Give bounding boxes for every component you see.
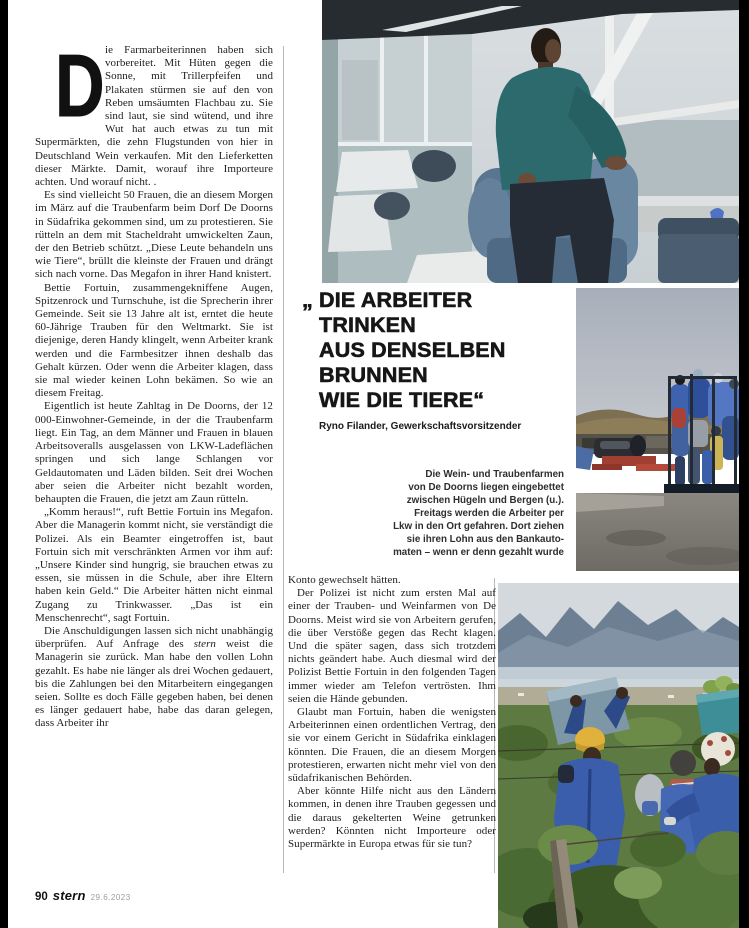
caption-line: Freitags werden die Arbeiter per [414,508,564,519]
body-paragraph: Eigentlich ist heute Zahltag in De Doorns, der 12 000-Einwohner-Gemeinde, in der die Traubenfarm liegt. Ein Tag, an dem Männer und Frauen in blauen Arbeitsoveralls ausgelassen von LKW-Ladeflächen springen und sich lange Schlangen vor Geldautomaten und Läden bilden. Seit drei Wochen aber seien die Arbeiter nicht bezahlt worden, behaupten die Frauen, die jetzt am Zaun rütteln. [35,400,273,505]
body-paragraph: Die Anschuldigungen lassen sich nicht unabhängig überprüfen. Auf Anfrage des stern weist die Managerin sie zurück. Man habe den vollen Lohn gezahlt. Es habe nie länger als drei Wochen gedauert, bis die Zahlungen bei den Mitarbeitern eingegangen seien. Sollte es doch Fälle gegeben haben, bei denen es länger gedauert habe, habe das daran gelegen, dass Arbeiter ihr [35,624,273,730]
body-paragraph: Der Polizei ist nicht zum ersten Mal auf einer der Trauben- und Weinfarmen von De Doorns. Meist wird sie von Arbeitern gerufen, die über Verstöße gegen das Recht klagen. Und die später sagen, dass sich trotzdem nichts geändert habe. Auch diesmal wird der Polizist Bettie Fortuin in den folgenden Tagen immer wieder am Telefon vertrösten. Ihm seien die Hände gebunden. [288,587,496,705]
caption-line: zwischen Hügeln und Bergen (u.). [406,495,564,506]
pull-quote-lines [302,288,564,413]
pull-quote-line: BRUNNEN [319,363,428,387]
column-rule-left [283,46,284,873]
portrait-illustration [322,0,739,283]
body-paragraph: Aber könnte Hilfe nicht aus den Ländern kommen, in denen ihre Trauben gegessen und die daraus gekelterten Weine getrunken werden? Könnten nicht Importeure oder Supermärkte in Europa etwas für sie tun? [288,785,496,851]
photo-caption [288,468,564,559]
body-paragraph: Konto gewechselt hätten. [288,574,401,586]
truck-illustration [576,288,739,571]
footer-magazine-logo: stern [52,888,86,903]
body-paragraph: ie Farmarbeiterinnen haben sich vorbereitet. Mit Hüten gegen die Sonne, mit Trillerpfeifen und Plakaten stürmen sie auf den von Reben umsäumten Flachbau zu. Sie sind laut, sie sind wütend, und ihre Wut hat auch etwas zu tun mit Supermärkten, die zehn Flugstunden von hier in Deutschland Wein verkaufen. Mit den Lieferketten dieser Märkte. Damit, worauf ihre Importeure achten. Und worauf nicht. . [35,44,273,189]
drop-cap: D [55,36,105,135]
body-paragraph: Glaubt man Fortuin, haben die wenigsten Arbeiterinnen einen ordentlichen Vertrag, den sie vor einem Gericht in Südafrika einklagen könnten. Die Frauen, die an diesem Morgen protestieren, erwarten nicht mehr viel von den südafrikanischen Behörden. [288,706,496,785]
photo-ryno-filander-portrait [322,0,739,283]
pull-quote-line: AUS DENSELBEN [319,338,506,362]
pull-quote-line: DIE ARBEITER [319,288,473,312]
article-column-2 [288,574,496,851]
page-footer [35,888,131,903]
body-paragraph: Es sind vielleicht 50 Frauen, die an diesem Morgen im März auf die Traubenfarm beim Dorf De Doorns in Südafrika gekommen sind, um zu protestieren. Sie rütteln an dem mit Stacheldraht umwickelten Zaun, der den Betrieb schützt. „Diese Leute behandeln uns wie Tiere“, brüllt die kleinste der Frauen und drängt sich nach vorne. Das Megafon in ihrer Hand knistert. [35,189,273,281]
pull-quote-line: TRINKEN [319,313,416,337]
pull-quote-line: WIE DIE TIERE“ [319,388,485,412]
magazine-page [8,0,739,928]
body-paragraph: „Komm heraus!“, ruft Bettie Fortuin ins Megafon. Aber die Managerin kommt nicht, sie verständigt die Polizei. Als ein Beamter eingetroffen ist, baut Fortuin sich mit verschränkten Armen vor ihm auf: „Unsere Kinder sind hungrig, sie brauchen etwas zu essen, sie müssen in die Schule, aber ihre Eltern haben kein Geld.“ Die Arbeiter hätten nicht einmal Zugang zu Trinkwasser. „Das ist ein Menschenrecht“, sagt Fortuin. [35,506,273,624]
caption-line: Die Wein- und Traubenfarmen [425,469,564,480]
photo-vineyard-workers [498,583,739,928]
photo-workers-truck-loading [576,288,739,571]
body-paragraph: Bettie Fortuin, zusammengekniffene Augen, Spitzenrock und Turnschuhe, ist die Sprecherin ihrer Gemeinde. Seit sie 13 Jahre alt ist, erntet die heute 60-Jährige Trauben für den Weltmarkt. Sie ist diejenige, deren Handy klingelt, wenn Arbeiter krank werden und die Farmbesitzer ihnen deshalb das Gehalt kürzen. Oder wenn die Arbeiter klagen, dass sie mal wieder keinen Lohn bekämen. So wie an diesem Freitag. [35,281,273,400]
column-2-paragraphs [288,574,496,851]
pull-quote [302,288,564,432]
viewer-left-gutter [0,0,8,928]
pull-quote-open-mark: „ [302,288,313,312]
vineyard-illustration [498,583,739,928]
footer-page-number: 90 [35,891,48,903]
caption-line: Lkw in den Ort gefahren. Dort ziehen [393,521,564,532]
footer-date: 29.6.2023 [90,893,131,902]
article-column-1 [35,36,273,731]
caption-line: sie ihren Lohn aus den Bankauto- [406,534,564,545]
pull-quote-attribution: Ryno Filander, Gewerkschaftsvorsitzender [319,421,522,432]
caption-line: maten – wenn er denn gezahlt wurde [393,547,564,558]
caption-line: von De Doorns liegen eingebettet [408,482,564,493]
column-1-paragraphs [35,36,273,731]
viewer-right-gutter [739,0,749,928]
